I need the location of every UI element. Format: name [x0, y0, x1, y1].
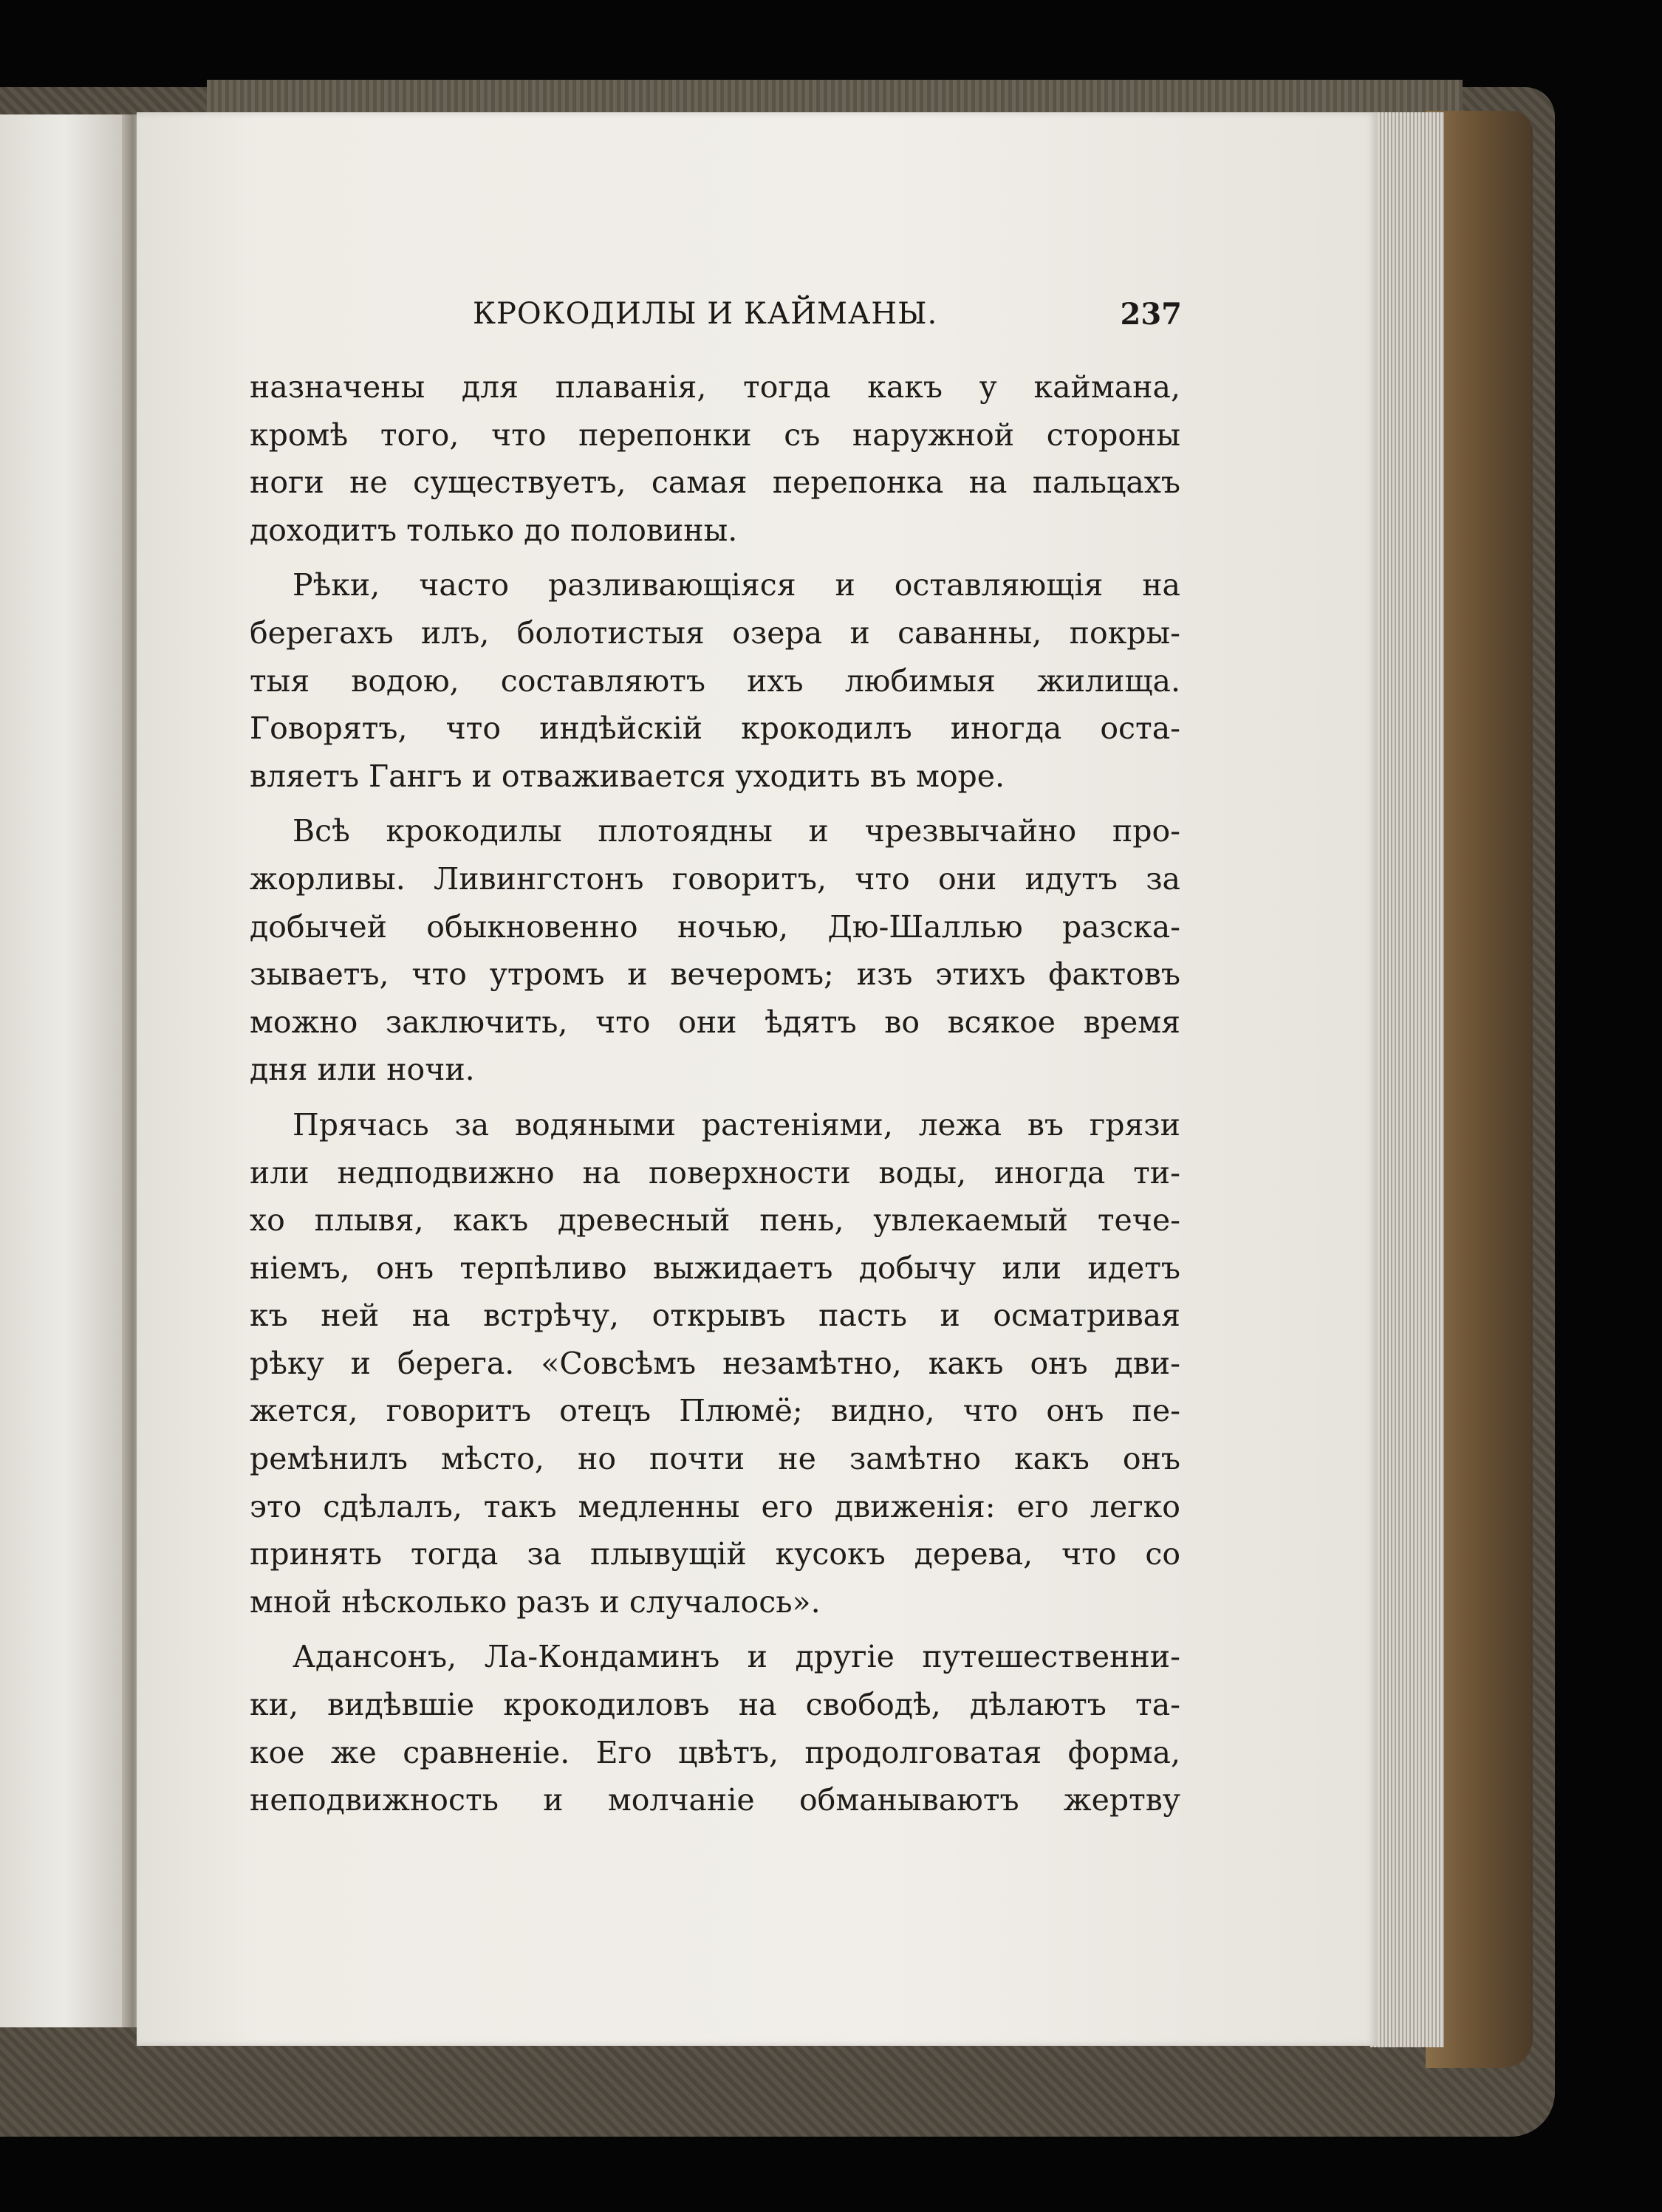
paragraph	[250, 561, 1180, 800]
text-line: ніемъ, онъ терпѣливо выжидаетъ добычу или идетъ	[250, 1250, 1180, 1286]
text-line: Рѣки, часто разливающіяся и оставляющія на	[293, 567, 1180, 603]
text-line: доходитъ только до половины.	[250, 512, 738, 548]
text-line: кромѣ того, что перепонки съ наружной стороны	[250, 417, 1180, 453]
paragraph	[250, 1101, 1180, 1626]
text-line: хо плывя, какъ древесный пень, увлекаемый тече-	[250, 1202, 1180, 1239]
page-header	[473, 297, 1182, 349]
text-line: принять тогда за плывущій кусокъ дерева, что со	[250, 1536, 1180, 1572]
paragraph	[250, 1633, 1180, 1824]
text-line: жется, говоритъ отецъ Плюмё; видно, что онъ пе-	[250, 1393, 1180, 1429]
text-line: Адансонъ, Ла-Кондаминъ и другіе путешественни-	[293, 1639, 1180, 1675]
paragraph-gap	[250, 1094, 1180, 1101]
paragraph-gap	[250, 554, 1180, 561]
paragraph	[250, 807, 1180, 1094]
text-line: это сдѣлалъ, такъ медленны его движенія: его легко	[250, 1488, 1180, 1524]
text-line: къ ней на встрѣчу, открывъ пасть и осматривая	[250, 1298, 1180, 1334]
text-line: неподвижность и молчаніе обманываютъ жертву	[250, 1782, 1180, 1818]
text-line: тыя водою, составляютъ ихъ любимыя жилища.	[250, 662, 1180, 699]
paragraph-gap	[250, 800, 1180, 807]
text-line: можно заключить, что они ѣдятъ во всякое время	[250, 1004, 1180, 1040]
text-line: Всѣ крокодилы плотоядны и чрезвычайно про-	[293, 813, 1180, 849]
text-line: ремѣнилъ мѣсто, но почти не замѣтно какъ онъ	[250, 1441, 1180, 1477]
text-line: вляетъ Гангъ и отваживается уходить въ море.	[250, 758, 1005, 794]
text-line: рѣку и берега. «Совсѣмъ незамѣтно, какъ онъ дви-	[250, 1345, 1180, 1381]
text-line: мной нѣсколько разъ и случалось».	[250, 1583, 821, 1620]
paragraph	[250, 363, 1180, 554]
page-number: 237	[1120, 297, 1182, 332]
page-stack-edges	[1370, 112, 1444, 2047]
text-line: ки, видѣвшіе крокодиловъ на свободѣ, дѣлаютъ та-	[250, 1687, 1180, 1723]
text-line: жорливы. Ливингстонъ говоритъ, что они идутъ за	[250, 860, 1180, 897]
text-line: берегахъ илъ, болотистыя озера и саванны, покры-	[250, 614, 1180, 651]
text-line: Говорятъ, что индѣйскій крокодилъ иногда оста-	[250, 710, 1180, 747]
text-line: ноги не существуетъ, самая перепонка на пальцахъ	[250, 465, 1180, 501]
body-text	[250, 363, 1180, 1824]
text-line: Прячась за водяными растеніями, лежа въ грязи	[293, 1106, 1180, 1143]
running-title: КРОКОДИЛЫ И КАЙМАНЫ.	[473, 297, 938, 331]
text-line: или недподвижно на поверхности воды, иногда ти-	[250, 1154, 1180, 1191]
text-line: назначены для плаванія, тогда какъ у каймана,	[250, 369, 1180, 405]
text-line: добычей обыкновенно ночью, Дю-Шаллью разска-	[250, 908, 1180, 945]
text-line: кое же сравненіе. Его цвѣтъ, продолговатая форма,	[250, 1734, 1180, 1770]
text-line: зываетъ, что утромъ и вечеромъ; изъ этихъ фактовъ	[250, 956, 1180, 993]
left-page-fragment	[0, 114, 129, 2027]
paragraph-gap	[250, 1626, 1180, 1633]
text-line: дня или ночи.	[250, 1052, 475, 1088]
